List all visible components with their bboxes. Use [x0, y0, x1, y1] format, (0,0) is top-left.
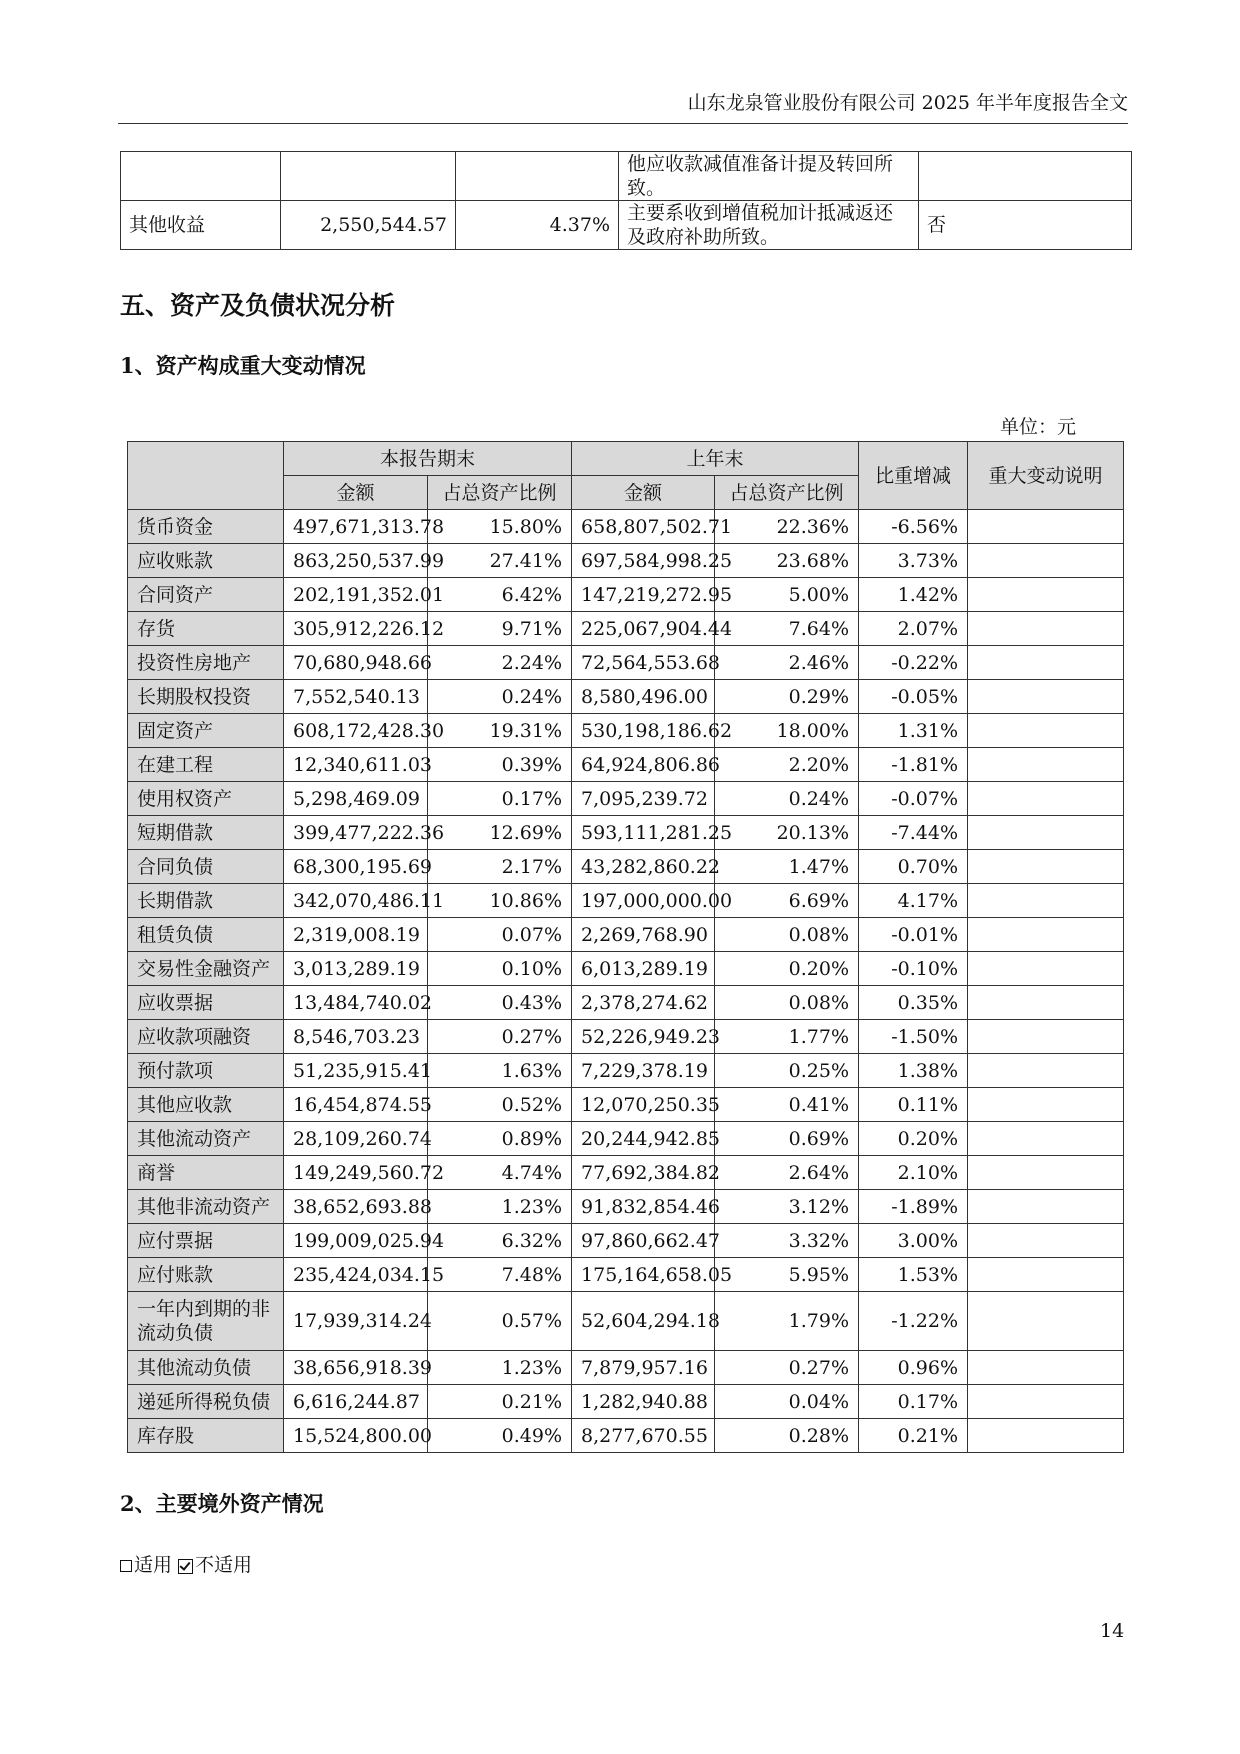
change-cell: -7.44% — [859, 816, 968, 850]
table-row — [128, 578, 1124, 612]
prev-amount-cell: 6,013,289.19 — [572, 952, 715, 986]
cur-amount-cell: 342,070,486.11 — [284, 884, 428, 918]
prev-amount-cell: 2,269,768.90 — [572, 918, 715, 952]
item-cell: 应收票据 — [128, 986, 284, 1020]
cur-ratio-cell: 12.69% — [428, 816, 572, 850]
change-cell: -0.10% — [859, 952, 968, 986]
table-row — [128, 918, 1124, 952]
change-cell: -6.56% — [859, 510, 968, 544]
cur-ratio-cell: 15.80% — [428, 510, 572, 544]
prev-ratio-cell: 18.00% — [715, 714, 859, 748]
explanation-cell — [968, 1292, 1124, 1351]
table-row — [128, 748, 1124, 782]
table-row — [128, 646, 1124, 680]
change-cell: 1.42% — [859, 578, 968, 612]
explanation-cell — [968, 1190, 1124, 1224]
prev-amount-cell: 52,604,294.18 — [572, 1292, 715, 1351]
cur-amount-cell: 149,249,560.72 — [284, 1156, 428, 1190]
table-row — [128, 510, 1124, 544]
page-header: 山东龙泉管业股份有限公司 2025 年半年度报告全文 — [118, 88, 1128, 124]
change-cell: 0.21% — [859, 1419, 968, 1453]
item-cell: 应收款项融资 — [128, 1020, 284, 1054]
unchecked-box-icon[interactable] — [120, 1560, 132, 1572]
cur-amount-cell: 608,172,428.30 — [284, 714, 428, 748]
prev-ratio-cell: 6.69% — [715, 884, 859, 918]
change-cell: -1.89% — [859, 1190, 968, 1224]
ratio-cell: 4.37% — [456, 201, 619, 250]
cur-amount-cell: 7,552,540.13 — [284, 680, 428, 714]
change-cell: 1.38% — [859, 1054, 968, 1088]
item-cell: 交易性金融资产 — [128, 952, 284, 986]
explanation-cell — [968, 952, 1124, 986]
table-row — [128, 680, 1124, 714]
prev-amount-cell: 8,277,670.55 — [572, 1419, 715, 1453]
explanation-cell — [968, 1054, 1124, 1088]
cur-amount-cell: 863,250,537.99 — [284, 544, 428, 578]
cur-amount-cell: 12,340,611.03 — [284, 748, 428, 782]
explanation-cell — [968, 646, 1124, 680]
current-period-header: 本报告期末 — [284, 442, 572, 476]
change-cell: -0.01% — [859, 918, 968, 952]
cur-ratio-cell: 1.23% — [428, 1190, 572, 1224]
table-row — [128, 1190, 1124, 1224]
table-row — [128, 1351, 1124, 1385]
cur-ratio-cell: 0.21% — [428, 1385, 572, 1419]
change-cell: -0.22% — [859, 646, 968, 680]
table-row — [128, 782, 1124, 816]
cur-ratio-cell: 9.71% — [428, 612, 572, 646]
prev-ratio-cell: 0.08% — [715, 918, 859, 952]
cur-ratio-cell: 0.17% — [428, 782, 572, 816]
cur-ratio-cell: 0.07% — [428, 918, 572, 952]
item-cell: 库存股 — [128, 1419, 284, 1453]
prev-ratio-cell: 22.36% — [715, 510, 859, 544]
cur-amount-cell: 497,671,313.78 — [284, 510, 428, 544]
item-cell: 递延所得税负债 — [128, 1385, 284, 1419]
prev-amount-cell: 72,564,553.68 — [572, 646, 715, 680]
prev-ratio-cell: 23.68% — [715, 544, 859, 578]
explanation-cell — [968, 1351, 1124, 1385]
item-cell: 预付款项 — [128, 1054, 284, 1088]
item-cell: 存货 — [128, 612, 284, 646]
prev-amount-cell: 175,164,658.05 — [572, 1258, 715, 1292]
explanation-cell — [968, 986, 1124, 1020]
explanation-cell — [968, 1224, 1124, 1258]
prev-amount-cell: 7,229,378.19 — [572, 1054, 715, 1088]
cur-amount-cell: 17,939,314.24 — [284, 1292, 428, 1351]
sustainable-cell: 否 — [919, 201, 1132, 250]
cur-ratio-cell: 0.52% — [428, 1088, 572, 1122]
cur-ratio-cell: 10.86% — [428, 884, 572, 918]
subsection-title-overseas-assets: 2、主要境外资产情况 — [120, 1491, 324, 1516]
explanation-cell — [968, 612, 1124, 646]
item-cell: 其他流动负债 — [128, 1351, 284, 1385]
change-cell: 0.11% — [859, 1088, 968, 1122]
prev-ratio-cell: 0.20% — [715, 952, 859, 986]
amount-cell — [281, 152, 456, 201]
explanation-cell — [968, 918, 1124, 952]
table-row — [128, 1224, 1124, 1258]
item-cell — [121, 152, 281, 201]
item-cell: 短期借款 — [128, 816, 284, 850]
prev-amount-cell: 147,219,272.95 — [572, 578, 715, 612]
table-row — [128, 986, 1124, 1020]
cur-amount-cell: 235,424,034.15 — [284, 1258, 428, 1292]
explanation-cell — [968, 544, 1124, 578]
change-cell: 4.17% — [859, 884, 968, 918]
cur-amount-cell: 399,477,222.36 — [284, 816, 428, 850]
unit-label: 单位：元 — [1000, 416, 1077, 438]
item-cell: 应付票据 — [128, 1224, 284, 1258]
prev-ratio-cell: 0.28% — [715, 1419, 859, 1453]
table-row — [121, 201, 1132, 250]
cur-ratio-cell: 0.24% — [428, 680, 572, 714]
explanation-cell — [968, 1088, 1124, 1122]
change-cell: 3.73% — [859, 544, 968, 578]
reason-cell: 他应收款减值准备计提及转回所致。 — [619, 152, 919, 201]
change-cell: -1.50% — [859, 1020, 968, 1054]
prev-ratio-cell: 5.95% — [715, 1258, 859, 1292]
cur-amount-cell: 68,300,195.69 — [284, 850, 428, 884]
change-cell: 1.53% — [859, 1258, 968, 1292]
table-row — [128, 714, 1124, 748]
checked-box-icon[interactable] — [178, 1559, 193, 1574]
cur-ratio-cell: 1.23% — [428, 1351, 572, 1385]
cur-amount-cell: 15,524,800.00 — [284, 1419, 428, 1453]
explanation-cell — [968, 850, 1124, 884]
prev-ratio-cell: 0.24% — [715, 782, 859, 816]
change-cell: -0.05% — [859, 680, 968, 714]
item-cell: 在建工程 — [128, 748, 284, 782]
table-row — [128, 612, 1124, 646]
prev-amount-cell: 7,879,957.16 — [572, 1351, 715, 1385]
prev-ratio-cell: 0.41% — [715, 1088, 859, 1122]
cur-ratio-cell: 4.74% — [428, 1156, 572, 1190]
change-cell: 3.00% — [859, 1224, 968, 1258]
table-row — [128, 544, 1124, 578]
change-cell: -1.81% — [859, 748, 968, 782]
cur-ratio-cell: 2.17% — [428, 850, 572, 884]
ratio-cell — [456, 152, 619, 201]
prev-amount-cell: 52,226,949.23 — [572, 1020, 715, 1054]
explanation-cell — [968, 1156, 1124, 1190]
prev-ratio-cell: 0.29% — [715, 680, 859, 714]
cur-amount-cell: 3,013,289.19 — [284, 952, 428, 986]
prev-amount-header: 金额 — [572, 476, 715, 510]
cur-ratio-cell: 0.49% — [428, 1419, 572, 1453]
prev-amount-cell: 64,924,806.86 — [572, 748, 715, 782]
item-cell: 长期借款 — [128, 884, 284, 918]
prev-amount-cell: 8,580,496.00 — [572, 680, 715, 714]
prev-ratio-header: 占总资产比例 — [715, 476, 859, 510]
explanation-cell — [968, 1020, 1124, 1054]
change-cell: 2.10% — [859, 1156, 968, 1190]
change-cell: 0.17% — [859, 1385, 968, 1419]
item-cell: 投资性房地产 — [128, 646, 284, 680]
prev-amount-cell: 2,378,274.62 — [572, 986, 715, 1020]
prev-amount-cell: 20,244,942.85 — [572, 1122, 715, 1156]
prev-ratio-cell: 7.64% — [715, 612, 859, 646]
prev-amount-cell: 91,832,854.46 — [572, 1190, 715, 1224]
item-header — [128, 442, 284, 510]
prev-amount-cell: 225,067,904.44 — [572, 612, 715, 646]
prev-amount-cell: 1,282,940.88 — [572, 1385, 715, 1419]
item-cell: 其他非流动资产 — [128, 1190, 284, 1224]
table-row — [128, 1419, 1124, 1453]
explanation-cell — [968, 884, 1124, 918]
explanation-cell — [968, 1122, 1124, 1156]
item-cell: 其他收益 — [121, 201, 281, 250]
item-cell: 应收账款 — [128, 544, 284, 578]
explanation-header: 重大变动说明 — [968, 442, 1124, 510]
cur-ratio-cell: 7.48% — [428, 1258, 572, 1292]
cur-ratio-cell: 19.31% — [428, 714, 572, 748]
change-cell: -1.22% — [859, 1292, 968, 1351]
applicable-label: 适用 — [134, 1554, 173, 1576]
table-row — [128, 1385, 1124, 1419]
cur-ratio-cell: 27.41% — [428, 544, 572, 578]
prev-ratio-cell: 0.27% — [715, 1351, 859, 1385]
not-applicable-label: 不适用 — [195, 1554, 253, 1576]
explanation-cell — [968, 714, 1124, 748]
prev-ratio-cell: 0.08% — [715, 986, 859, 1020]
change-cell: 0.96% — [859, 1351, 968, 1385]
item-cell: 使用权资产 — [128, 782, 284, 816]
item-cell: 一年内到期的非流动负债 — [128, 1292, 284, 1351]
item-cell: 其他流动资产 — [128, 1122, 284, 1156]
change-cell: 0.70% — [859, 850, 968, 884]
prev-ratio-cell: 3.32% — [715, 1224, 859, 1258]
prev-ratio-cell: 1.79% — [715, 1292, 859, 1351]
change-cell: 0.20% — [859, 1122, 968, 1156]
table-row — [128, 1088, 1124, 1122]
cur-ratio-cell: 0.89% — [428, 1122, 572, 1156]
cur-amount-cell: 199,009,025.94 — [284, 1224, 428, 1258]
table-row — [121, 152, 1132, 201]
cur-ratio-cell: 0.43% — [428, 986, 572, 1020]
prev-amount-cell: 697,584,998.25 — [572, 544, 715, 578]
income-items-table — [120, 151, 1132, 250]
explanation-cell — [968, 1385, 1124, 1419]
explanation-cell — [968, 816, 1124, 850]
cur-amount-header: 金额 — [284, 476, 428, 510]
explanation-cell — [968, 680, 1124, 714]
section-title: 五、资产及负债状况分析 — [120, 291, 396, 320]
cur-amount-cell: 6,616,244.87 — [284, 1385, 428, 1419]
cur-ratio-cell: 6.32% — [428, 1224, 572, 1258]
table-row — [128, 850, 1124, 884]
cur-ratio-cell: 0.39% — [428, 748, 572, 782]
change-cell: -0.07% — [859, 782, 968, 816]
prev-amount-cell: 593,111,281.25 — [572, 816, 715, 850]
explanation-cell — [968, 1419, 1124, 1453]
prev-amount-cell: 7,095,239.72 — [572, 782, 715, 816]
item-cell: 商誉 — [128, 1156, 284, 1190]
cur-ratio-cell: 0.10% — [428, 952, 572, 986]
table-row — [128, 816, 1124, 850]
table-row — [128, 1054, 1124, 1088]
explanation-cell — [968, 748, 1124, 782]
prev-ratio-cell: 1.47% — [715, 850, 859, 884]
explanation-cell — [968, 510, 1124, 544]
item-cell: 合同资产 — [128, 578, 284, 612]
table-row — [128, 1122, 1124, 1156]
table-row — [128, 1292, 1124, 1351]
prev-ratio-cell: 2.20% — [715, 748, 859, 782]
prev-ratio-cell: 0.25% — [715, 1054, 859, 1088]
cur-ratio-cell: 6.42% — [428, 578, 572, 612]
prev-amount-cell: 43,282,860.22 — [572, 850, 715, 884]
change-cell: 2.07% — [859, 612, 968, 646]
item-cell: 长期股权投资 — [128, 680, 284, 714]
item-cell: 其他应收款 — [128, 1088, 284, 1122]
prev-ratio-cell: 2.64% — [715, 1156, 859, 1190]
table-row — [128, 1258, 1124, 1292]
prev-ratio-cell: 3.12% — [715, 1190, 859, 1224]
sustainable-cell — [919, 152, 1132, 201]
page-number: 14 — [1100, 1620, 1125, 1642]
cur-amount-cell: 16,454,874.55 — [284, 1088, 428, 1122]
change-header: 比重增减 — [859, 442, 968, 510]
cur-ratio-header: 占总资产比例 — [428, 476, 572, 510]
prev-amount-cell: 658,807,502.71 — [572, 510, 715, 544]
amount-cell: 2,550,544.57 — [281, 201, 456, 250]
cur-amount-cell: 28,109,260.74 — [284, 1122, 428, 1156]
last-year-header: 上年末 — [572, 442, 859, 476]
table-row — [128, 1020, 1124, 1054]
cur-ratio-cell: 2.24% — [428, 646, 572, 680]
cur-amount-cell: 5,298,469.09 — [284, 782, 428, 816]
cur-ratio-cell: 0.27% — [428, 1020, 572, 1054]
table-row — [128, 884, 1124, 918]
cur-ratio-cell: 1.63% — [428, 1054, 572, 1088]
cur-amount-cell: 202,191,352.01 — [284, 578, 428, 612]
asset-composition-table — [127, 441, 1124, 1453]
explanation-cell — [968, 578, 1124, 612]
explanation-cell — [968, 1258, 1124, 1292]
cur-amount-cell: 8,546,703.23 — [284, 1020, 428, 1054]
prev-amount-cell: 197,000,000.00 — [572, 884, 715, 918]
change-cell: 0.35% — [859, 986, 968, 1020]
prev-amount-cell: 12,070,250.35 — [572, 1088, 715, 1122]
item-cell: 应付账款 — [128, 1258, 284, 1292]
prev-amount-cell: 97,860,662.47 — [572, 1224, 715, 1258]
prev-amount-cell: 77,692,384.82 — [572, 1156, 715, 1190]
cur-amount-cell: 305,912,226.12 — [284, 612, 428, 646]
item-cell: 合同负债 — [128, 850, 284, 884]
table-row — [128, 952, 1124, 986]
table-row — [128, 1156, 1124, 1190]
cur-amount-cell: 70,680,948.66 — [284, 646, 428, 680]
applicability-options — [120, 1550, 252, 1577]
cur-amount-cell: 38,652,693.88 — [284, 1190, 428, 1224]
cur-ratio-cell: 0.57% — [428, 1292, 572, 1351]
prev-ratio-cell: 20.13% — [715, 816, 859, 850]
prev-ratio-cell: 0.04% — [715, 1385, 859, 1419]
change-cell: 1.31% — [859, 714, 968, 748]
prev-ratio-cell: 0.69% — [715, 1122, 859, 1156]
prev-ratio-cell: 5.00% — [715, 578, 859, 612]
cur-amount-cell: 51,235,915.41 — [284, 1054, 428, 1088]
prev-ratio-cell: 2.46% — [715, 646, 859, 680]
cur-amount-cell: 2,319,008.19 — [284, 918, 428, 952]
prev-amount-cell: 530,198,186.62 — [572, 714, 715, 748]
subsection-title-asset-changes: 1、资产构成重大变动情况 — [120, 353, 366, 378]
explanation-cell — [968, 782, 1124, 816]
cur-amount-cell: 38,656,918.39 — [284, 1351, 428, 1385]
cur-amount-cell: 13,484,740.02 — [284, 986, 428, 1020]
reason-cell: 主要系收到增值税加计抵减返还及政府补助所致。 — [619, 201, 919, 250]
item-cell: 租赁负债 — [128, 918, 284, 952]
item-cell: 货币资金 — [128, 510, 284, 544]
item-cell: 固定资产 — [128, 714, 284, 748]
prev-ratio-cell: 1.77% — [715, 1020, 859, 1054]
